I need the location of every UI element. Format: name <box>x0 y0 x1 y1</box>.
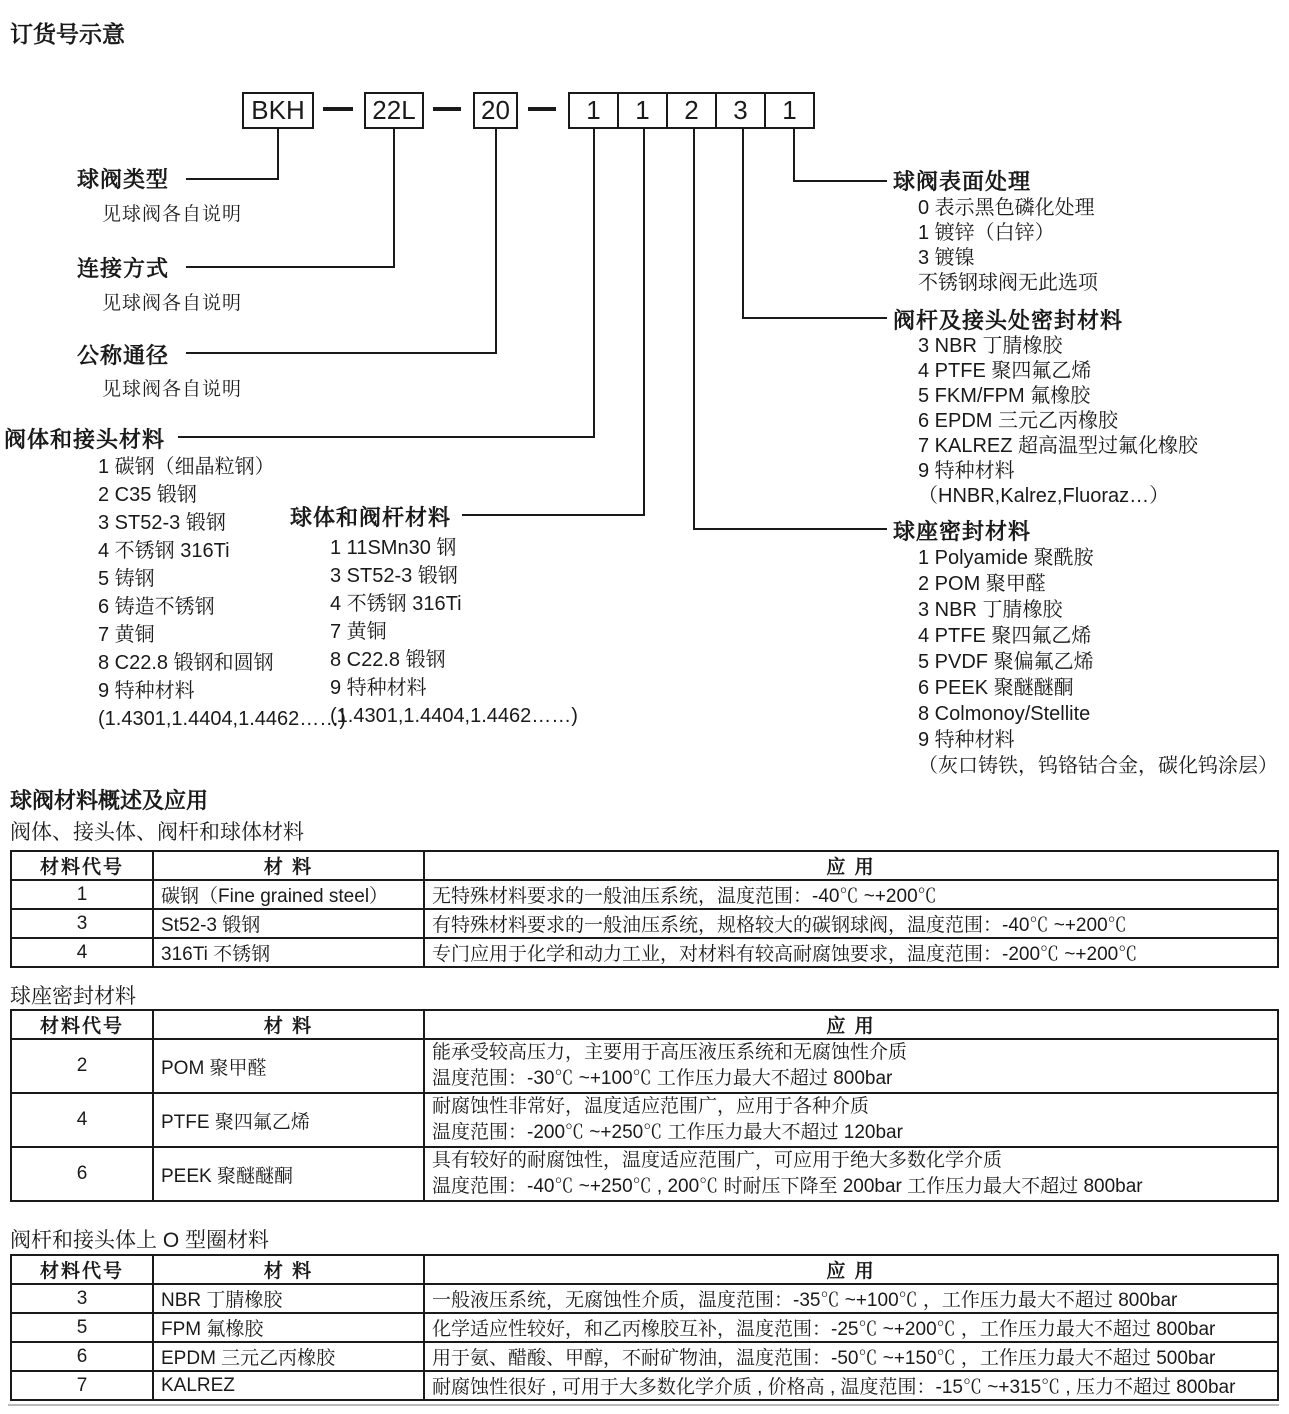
list-item: 1 碳钢（细晶粒钢） <box>98 456 275 478</box>
table-cell: 一般液压系统，无腐蚀性介质，温度范围：-35℃ ~+100℃ ，工作压力最大不超过 800bar <box>424 1284 1278 1313</box>
table-row <box>11 1039 1278 1093</box>
stem-seal-material-list <box>918 334 1198 509</box>
list-item: 7 黄铜 <box>98 624 155 646</box>
list-item: 9 特种材料 <box>98 680 195 702</box>
group-note-connection: 见球阀各自说明 <box>102 293 243 314</box>
table-cell: KALREZ <box>153 1371 424 1400</box>
list-item: 4 PTFE 聚四氟乙烯 <box>918 625 1092 647</box>
group-note-valve-type: 见球阀各自说明 <box>102 204 243 225</box>
table-cell-line: 能承受较高压力，主要用于高压液压系统和无腐蚀性介质 <box>432 1042 908 1063</box>
group-title-body-material: 阀体和接头材料 <box>4 427 166 452</box>
code-digit-boxes <box>568 92 815 129</box>
table-row <box>11 1284 1278 1313</box>
column-header: 材 料 <box>153 851 424 880</box>
table-cell: POM 聚甲醛 <box>153 1039 424 1093</box>
table-row <box>11 1342 1278 1371</box>
column-header: 材 料 <box>153 1255 424 1284</box>
body-material-list <box>98 453 346 733</box>
list-item: 5 铸钢 <box>98 568 155 590</box>
connector-line <box>742 129 744 319</box>
list-item: 8 C22.8 锻钢和圆钢 <box>98 652 274 674</box>
list-item: 1 11SMn30 钢 <box>330 537 457 559</box>
list-item: 1 Polyamide 聚酰胺 <box>918 547 1094 569</box>
table-cell-line: 具有较好的耐腐蚀性，温度适应范围广，可应用于绝大多数化学介质 <box>432 1150 1003 1171</box>
table-cell: PEEK 聚醚醚酮 <box>153 1147 424 1201</box>
overview-section-title: 球阀材料概述及应用 <box>10 788 209 813</box>
table-cell: St52-3 锻钢 <box>153 909 424 938</box>
ball-stem-material-list <box>330 534 578 730</box>
list-item: （灰口铸铁，钨铬钴合金，碳化钨涂层） <box>918 755 1278 777</box>
table-cell <box>424 1147 1278 1201</box>
list-item: 2 C35 锻钢 <box>98 484 197 506</box>
code-box-digit: 1 <box>617 92 668 129</box>
table-cell: 2 <box>11 1039 153 1093</box>
table-header-row <box>11 851 1278 880</box>
list-item: 4 不锈钢 316Ti <box>330 593 462 615</box>
code-separator-dash <box>433 107 461 111</box>
list-item: 2 POM 聚甲醛 <box>918 573 1046 595</box>
connector-line <box>693 528 887 530</box>
list-item: 7 KALREZ 超高温型过氟化橡胶 <box>918 435 1199 457</box>
list-item: 4 PTFE 聚四氟乙烯 <box>918 360 1092 382</box>
list-item: 1 镀锌（白锌） <box>918 222 1055 244</box>
group-title-stem-seal-material: 阀杆及接头处密封材料 <box>893 308 1124 333</box>
table-cell: 有特殊材料要求的一般油压系统，规格较大的碳钢球阀，温度范围：-40℃ ~+200℃ <box>424 909 1278 938</box>
code-box-digit: 1 <box>764 92 815 129</box>
group-note-nominal-bore: 见球阀各自说明 <box>102 379 243 400</box>
group-title-connection: 连接方式 <box>77 256 170 281</box>
table-cell: EPDM 三元乙丙橡胶 <box>153 1342 424 1371</box>
column-header: 材 料 <box>153 1010 424 1039</box>
table-cell-line: 温度范围：-30℃ ~+100℃ 工作压力最大不超过 800bar <box>432 1068 893 1089</box>
list-item: 0 表示黑色磷化处理 <box>918 197 1095 219</box>
table-cell <box>424 1093 1278 1147</box>
table2-caption: 球座密封材料 <box>10 985 136 1008</box>
connector-line <box>742 317 887 319</box>
column-header: 应 用 <box>424 1255 1278 1284</box>
list-item: 3 ST52-3 锻钢 <box>98 512 226 534</box>
list-item: 6 PEEK 聚醚醚酮 <box>918 677 1074 699</box>
table-cell: 3 <box>11 909 153 938</box>
table-cell: 4 <box>11 1093 153 1147</box>
table-cell: 7 <box>11 1371 153 1400</box>
connector-line <box>393 129 395 268</box>
surface-treatment-list <box>918 196 1098 296</box>
code-box-digit: 1 <box>568 92 619 129</box>
table-cell: 5 <box>11 1313 153 1342</box>
table-row <box>11 880 1278 909</box>
table-cell-line: 温度范围：-200℃ ~+250℃ 工作压力最大不超过 120bar <box>432 1122 903 1143</box>
group-title-surface-treatment: 球阀表面处理 <box>893 169 1032 194</box>
page-bottom-rule <box>8 1404 1279 1406</box>
table-cell: 1 <box>11 880 153 909</box>
table-cell: PTFE 聚四氟乙烯 <box>153 1093 424 1147</box>
code-box-digit: 3 <box>715 92 766 129</box>
body-materials-table <box>10 850 1277 968</box>
table-header-row <box>11 1255 1278 1284</box>
table-row <box>11 1147 1278 1201</box>
table-header-row <box>11 1010 1278 1039</box>
code-box-connection: 22L <box>364 92 424 129</box>
connector-line <box>178 436 595 438</box>
list-item: 6 EPDM 三元乙丙橡胶 <box>918 410 1119 432</box>
group-title-ball-stem-material: 球体和阀杆材料 <box>290 505 452 530</box>
code-box-size: 20 <box>473 92 518 129</box>
table-row <box>11 1371 1278 1400</box>
column-header: 材料代号 <box>11 851 153 880</box>
table-row <box>11 909 1278 938</box>
page-title: 订货号示意 <box>10 21 125 47</box>
table-cell: 6 <box>11 1147 153 1201</box>
connector-line <box>793 180 887 182</box>
materials-table <box>10 1254 1279 1401</box>
list-item: 3 镀镍 <box>918 247 975 269</box>
group-title-valve-type: 球阀类型 <box>77 167 170 192</box>
table-cell: FPM 氟橡胶 <box>153 1313 424 1342</box>
materials-table <box>10 850 1279 968</box>
table-cell: 6 <box>11 1342 153 1371</box>
connector-line <box>593 129 595 438</box>
table-cell: 用于氨、醋酸、甲醇，不耐矿物油，温度范围：-50℃ ~+150℃ ，工作压力最大不超过 500bar <box>424 1342 1278 1371</box>
list-item: 6 铸造不锈钢 <box>98 596 215 618</box>
connector-line <box>643 129 645 516</box>
table-cell: 耐腐蚀性很好 , 可用于大多数化学介质 , 价格高 , 温度范围：-15℃ ~+315℃ , 压力不超过 800bar <box>424 1371 1278 1400</box>
code-separator-dash <box>323 107 353 111</box>
table-row <box>11 938 1278 967</box>
list-item: (1.4301,1.4404,1.4462……) <box>330 705 578 727</box>
table-cell: 碳钢（Fine grained steel） <box>153 880 424 909</box>
column-header: 材料代号 <box>11 1255 153 1284</box>
connector-line <box>793 129 795 182</box>
list-item: 9 特种材料 <box>918 729 1015 751</box>
table-row <box>11 1313 1278 1342</box>
list-item: 8 Colmonoy/Stellite <box>918 703 1091 725</box>
code-box-digit: 2 <box>666 92 717 129</box>
connector-line <box>495 129 497 354</box>
table-cell: 无特殊材料要求的一般油压系统，温度范围：-40℃ ~+200℃ <box>424 880 1278 909</box>
code-box-valve-type: BKH <box>242 92 314 129</box>
connector-line <box>462 514 645 516</box>
connector-line <box>693 129 695 530</box>
list-item: 不锈钢球阀无此选项 <box>918 272 1098 294</box>
list-item: 7 黄铜 <box>330 621 387 643</box>
table3-caption: 阀杆和接头体上 O 型圈材料 <box>10 1229 270 1252</box>
code-separator-dash <box>528 107 556 111</box>
oring-table <box>10 1254 1277 1401</box>
table-cell-line: 耐腐蚀性非常好，温度适应范围广，应用于各种介质 <box>432 1096 870 1117</box>
list-item: (1.4301,1.4404,1.4462……) <box>98 708 346 730</box>
table-row <box>11 1093 1278 1147</box>
table-cell: 4 <box>11 938 153 967</box>
connector-line <box>186 352 497 354</box>
group-title-nominal-bore: 公称通径 <box>77 343 170 368</box>
list-item: 9 特种材料 <box>918 460 1015 482</box>
list-item: 4 不锈钢 316Ti <box>98 540 230 562</box>
table-cell: 专门应用于化学和动力工业，对材料有较高耐腐蚀要求，温度范围：-200℃ ~+200℃ <box>424 938 1278 967</box>
column-header: 应 用 <box>424 851 1278 880</box>
list-item: 5 FKM/FPM 氟橡胶 <box>918 385 1091 407</box>
table1-caption: 阀体、接头体、阀杆和球体材料 <box>10 821 304 844</box>
list-item: 3 ST52-3 锻钢 <box>330 565 458 587</box>
list-item: 5 PVDF 聚偏氟乙烯 <box>918 651 1094 673</box>
column-header: 应 用 <box>424 1010 1278 1039</box>
list-item: 3 NBR 丁腈橡胶 <box>918 599 1063 621</box>
connector-line <box>277 129 279 180</box>
column-header: 材料代号 <box>11 1010 153 1039</box>
table-cell: 3 <box>11 1284 153 1313</box>
connector-line <box>186 178 279 180</box>
group-title-seat-seal-material: 球座密封材料 <box>893 519 1032 544</box>
list-item: （HNBR,Kalrez,Fluoraz…） <box>918 485 1170 507</box>
list-item: 8 C22.8 锻钢 <box>330 649 446 671</box>
table-cell <box>424 1039 1278 1093</box>
seat-seal-table <box>10 1009 1277 1202</box>
materials-table <box>10 1009 1279 1202</box>
table-cell: 化学适应性较好，和乙丙橡胶互补，温度范围：-25℃ ~+200℃ ，工作压力最大不超过 800bar <box>424 1313 1278 1342</box>
connector-line <box>186 266 395 268</box>
list-item: 9 特种材料 <box>330 677 427 699</box>
seat-seal-material-list <box>918 545 1278 779</box>
table-cell-line: 温度范围：-40℃ ~+250℃ , 200℃ 时耐压下降至 200bar 工作压力最大不超过 800bar <box>432 1176 1143 1197</box>
list-item: 3 NBR 丁腈橡胶 <box>918 335 1063 357</box>
table-cell: NBR 丁腈橡胶 <box>153 1284 424 1313</box>
table-cell: 316Ti 不锈钢 <box>153 938 424 967</box>
